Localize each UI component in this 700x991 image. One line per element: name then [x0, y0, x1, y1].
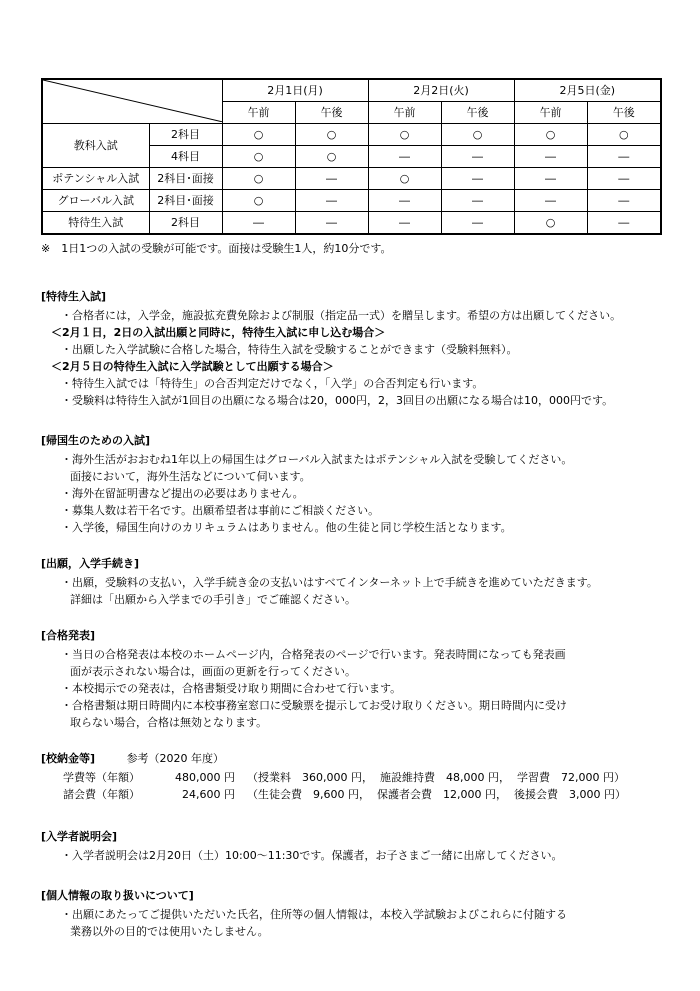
cell: ―	[295, 190, 368, 212]
cell: ○	[222, 146, 295, 168]
cell: ○	[587, 124, 661, 146]
fees-heading-line	[41, 750, 671, 767]
section-heading: [合格発表]	[41, 629, 96, 642]
text-line: ・募集人数は若干名です。出願希望者は事前にご相談ください。	[61, 504, 380, 517]
text-line: 業務以外の目的では使用いたしません。	[70, 925, 269, 938]
happyo-section	[41, 627, 671, 731]
text-line: 面接において，海外生活などについて伺います。	[70, 470, 311, 483]
section-heading: [出願，入学手続き]	[41, 557, 140, 570]
text-line: ・本校掲示での発表は，合格書類受け取り期間に合わせて行います。	[61, 682, 402, 695]
exam-name: グローバル入試	[42, 190, 149, 212]
cell: ○	[222, 168, 295, 190]
subject: 2科目･面接	[149, 168, 222, 190]
kojin-section	[41, 887, 671, 940]
text-line: ・入学者説明会は2月20日（土）10:00～11:30です。保護者，お子さまご一緒に出席してください。	[61, 849, 563, 862]
cell: ―	[295, 168, 368, 190]
table-row	[42, 212, 661, 235]
text-line: ・受験料は特待生入試が1回目の出願になる場合は20，000円，2，3回目の出願になる場合は10，000円です。	[61, 394, 614, 407]
text-line: ・出願にあたってご提供いただいた氏名，住所等の個人情報は，本校入学試験およびこれらに付随する	[61, 908, 567, 921]
section-heading: [帰国生のための入試]	[41, 434, 151, 447]
tokutai-section	[41, 288, 671, 409]
text-line: ・合格者には，入学金，施設拡充費免除および制服（指定品一式）を贈呈します。希望の方は出願してください。	[61, 309, 622, 322]
section-heading: [校納金等]	[41, 752, 96, 765]
cell: ―	[222, 212, 295, 235]
fee-detail: （生徒会費 9,600 円， 保護者会費 12,000 円， 後援会費 3,000 円）	[247, 788, 626, 801]
day-header: 2月1日(月)	[222, 79, 368, 102]
text-line: 取らない場合，合格は無効となります。	[70, 716, 268, 729]
cell: ―	[441, 212, 514, 235]
pm-header: 午後	[441, 102, 514, 124]
cell: ○	[368, 168, 441, 190]
cell: ―	[587, 212, 661, 235]
section-heading: [特待生入試]	[41, 290, 107, 303]
table-row	[42, 168, 661, 190]
subject: 4科目	[149, 146, 222, 168]
am-header: 午前	[222, 102, 295, 124]
fee-name: 学費等（年額）	[63, 771, 140, 784]
cell: ―	[587, 190, 661, 212]
cell: ○	[222, 124, 295, 146]
fee-detail: （授業料 360,000 円， 施設維持費 48,000 円， 学習費 72,000 円）	[247, 771, 625, 784]
exam-name: ポテンシャル入試	[42, 168, 149, 190]
exam-name: 特待生入試	[42, 212, 149, 235]
sub-heading: ＜2月１日，2日の入試出願と同時に，特待生入試に申し込む場合＞	[51, 326, 386, 339]
text-line: ・出願した入学試験に合格した場合，特待生入試を受験することができます（受験料無料）。	[61, 343, 518, 356]
table-row	[42, 190, 661, 212]
text-line: ・海外生活がおおむね1年以上の帰国生はグローバル入試またはポテンシャル入試を受験してください。	[61, 453, 573, 466]
cell: ―	[441, 146, 514, 168]
day-header: 2月5日(金)	[514, 79, 661, 102]
fee-row	[63, 786, 671, 803]
cell: ―	[441, 190, 514, 212]
fees-section	[41, 750, 671, 803]
text-line: ・特待生入試では「特待生」の合否判定だけでなく，「入学」の合否判定も行います。	[61, 377, 484, 390]
fee-name: 諸会費（年額）	[63, 788, 140, 801]
fee-amount: 24,600 円	[182, 788, 235, 801]
diagonal-line	[43, 80, 222, 122]
am-header: 午前	[514, 102, 587, 124]
cell: ―	[587, 146, 661, 168]
cell: ―	[368, 212, 441, 235]
section-heading: [個人情報の取り扱いについて]	[41, 889, 194, 902]
text-line: ・当日の合格発表は本校のホームページ内，合格発表のページで行います。発表時間になっても発表画	[61, 648, 566, 661]
pm-header: 午後	[295, 102, 368, 124]
cell: ―	[441, 168, 514, 190]
section-heading: [入学者説明会]	[41, 830, 118, 843]
setsumei-section	[41, 828, 671, 864]
kikoku-section	[41, 432, 671, 536]
subject: 2科目	[149, 212, 222, 235]
subject: 2科目	[149, 124, 222, 146]
cell: ―	[368, 190, 441, 212]
text-line: 面が表示されない場合は，画面の更新を行ってください。	[70, 665, 356, 678]
text-line: 詳細は「出願から入学までの手引き」でご確認ください。	[70, 593, 356, 606]
day-header: 2月2日(火)	[368, 79, 514, 102]
fee-row	[63, 769, 671, 786]
exam-schedule-table	[41, 78, 662, 235]
subject: 2科目･面接	[149, 190, 222, 212]
am-header: 午前	[368, 102, 441, 124]
sub-heading: ＜2月５日の特待生入試に入学試験として出願する場合＞	[51, 360, 334, 373]
text-line: ・出願，受験料の支払い，入学手続き金の支払いはすべてインターネット上で手続きを進めていただきます。	[61, 576, 598, 589]
cell: ○	[514, 124, 587, 146]
cell: ―	[587, 168, 661, 190]
cell: ○	[295, 124, 368, 146]
text-line: ・合格書類は期日時間内に本校事務室窓口に受験票を提示してお受け取りください。期日時間内に受け	[61, 699, 567, 712]
pm-header: 午後	[587, 102, 661, 124]
cell: ―	[368, 146, 441, 168]
cell: ○	[222, 190, 295, 212]
fees-reference: 参考（2020 年度）	[126, 752, 225, 765]
cell: ―	[514, 168, 587, 190]
fee-amount: 480,000 円	[175, 771, 235, 784]
text-line: ・入学後，帰国生向けのカリキュラムはありません。他の生徒と同じ学校生活となります。	[61, 521, 512, 534]
cell: ○	[441, 124, 514, 146]
cell: ○	[514, 212, 587, 235]
shutsugan-section	[41, 555, 671, 608]
schedule-note: ※ 1日1つの入試の受験が可能です。面接は受験生1人，約10分です。	[41, 242, 392, 255]
cell: ○	[295, 146, 368, 168]
cell: ―	[514, 146, 587, 168]
cell: ○	[368, 124, 441, 146]
cell: ―	[295, 212, 368, 235]
cell: ―	[514, 190, 587, 212]
text-line: ・海外在留証明書など提出の必要はありません。	[61, 487, 304, 500]
table-row	[42, 124, 661, 146]
exam-name: 教科入試	[42, 124, 149, 168]
header-diagonal-cell	[42, 79, 222, 124]
